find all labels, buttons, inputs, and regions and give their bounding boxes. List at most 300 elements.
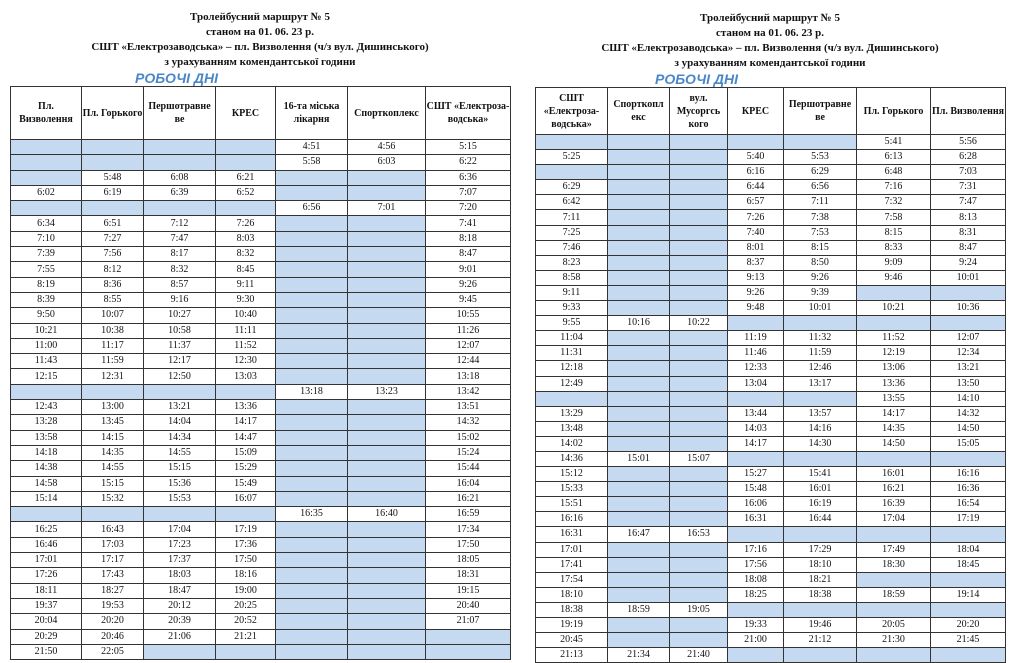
time-cell	[608, 346, 670, 361]
time-cell: 15:02	[426, 430, 511, 445]
time-cell: 6:57	[728, 195, 784, 210]
time-cell	[144, 644, 216, 659]
time-cell: 7:11	[784, 195, 857, 210]
time-cell: 11:04	[536, 331, 608, 346]
time-cell: 14:10	[931, 391, 1006, 406]
table-row	[536, 467, 1006, 482]
time-cell	[348, 553, 426, 568]
time-cell: 10:21	[857, 301, 931, 316]
table-row	[11, 430, 511, 445]
time-cell: 18:04	[931, 542, 1006, 557]
time-cell: 7:25	[536, 225, 608, 240]
time-cell: 9:30	[216, 292, 276, 307]
time-cell: 11:52	[216, 338, 276, 353]
time-cell: 19:05	[670, 602, 728, 617]
time-cell	[931, 527, 1006, 542]
time-cell: 20:52	[216, 614, 276, 629]
time-cell	[276, 598, 348, 613]
time-cell: 13:18	[276, 384, 348, 399]
time-cell	[608, 361, 670, 376]
time-cell	[144, 155, 216, 170]
time-cell	[11, 155, 82, 170]
time-cell: 15:29	[216, 461, 276, 476]
time-cell	[608, 497, 670, 512]
time-cell: 11:46	[728, 346, 784, 361]
time-cell	[670, 391, 728, 406]
time-cell: 17:43	[82, 568, 144, 583]
time-cell: 14:30	[784, 436, 857, 451]
column-header: СШТ «Електроза-водська»	[426, 87, 511, 140]
table-row	[536, 255, 1006, 270]
table-row	[536, 391, 1006, 406]
right-schedule	[535, 0, 1005, 663]
time-cell	[670, 633, 728, 648]
table-row	[11, 522, 511, 537]
time-cell: 18:08	[728, 572, 784, 587]
time-cell	[348, 216, 426, 231]
time-cell: 8:58	[536, 270, 608, 285]
time-cell: 15:09	[216, 445, 276, 460]
table-row	[536, 633, 1006, 648]
time-cell	[857, 648, 931, 663]
time-cell	[216, 644, 276, 659]
time-cell: 16:46	[11, 537, 82, 552]
time-cell	[276, 400, 348, 415]
time-cell	[608, 391, 670, 406]
time-cell	[276, 476, 348, 491]
table-row	[536, 482, 1006, 497]
time-cell	[608, 135, 670, 150]
time-cell: 8:32	[144, 262, 216, 277]
time-cell	[931, 285, 1006, 300]
time-cell: 15:36	[144, 476, 216, 491]
time-cell	[670, 618, 728, 633]
table-row	[11, 262, 511, 277]
table-row	[11, 247, 511, 262]
time-cell: 5:40	[728, 150, 784, 165]
time-cell: 13:42	[426, 384, 511, 399]
table-row	[536, 270, 1006, 285]
time-cell: 8:50	[784, 255, 857, 270]
timetable	[535, 87, 1006, 663]
time-cell	[784, 451, 857, 466]
time-cell: 13:03	[216, 369, 276, 384]
time-cell: 21:00	[728, 633, 784, 648]
time-cell	[276, 614, 348, 629]
time-cell: 4:51	[276, 140, 348, 155]
time-cell: 6:56	[784, 180, 857, 195]
time-cell: 21:30	[857, 633, 931, 648]
time-cell: 14:55	[144, 445, 216, 460]
time-cell	[728, 135, 784, 150]
time-cell: 16:16	[536, 512, 608, 527]
time-cell: 16:31	[728, 512, 784, 527]
time-cell: 18:47	[144, 583, 216, 598]
time-cell	[348, 247, 426, 262]
time-cell	[276, 185, 348, 200]
time-cell: 9:16	[144, 292, 216, 307]
time-cell: 15:15	[82, 476, 144, 491]
table-row	[536, 572, 1006, 587]
time-cell	[144, 507, 216, 522]
time-cell	[11, 507, 82, 522]
time-cell: 15:24	[426, 445, 511, 460]
time-cell	[670, 301, 728, 316]
time-cell: 16:36	[931, 482, 1006, 497]
time-cell	[276, 308, 348, 323]
time-cell: 17:26	[11, 568, 82, 583]
time-cell	[784, 391, 857, 406]
table-row	[536, 618, 1006, 633]
time-cell: 6:29	[784, 165, 857, 180]
time-cell: 8:31	[931, 225, 1006, 240]
column-header: Спорткопл екс	[608, 88, 670, 135]
time-cell: 7:07	[426, 185, 511, 200]
time-cell	[348, 568, 426, 583]
table-row	[11, 384, 511, 399]
time-cell	[276, 323, 348, 338]
time-cell	[536, 165, 608, 180]
time-cell	[276, 583, 348, 598]
time-cell: 20:05	[857, 618, 931, 633]
time-cell: 14:32	[931, 406, 1006, 421]
time-cell: 17:37	[144, 553, 216, 568]
time-cell: 21:45	[931, 633, 1006, 648]
time-cell: 12:43	[11, 400, 82, 415]
table-row	[536, 150, 1006, 165]
time-cell	[348, 354, 426, 369]
time-cell: 8:39	[11, 292, 82, 307]
time-cell	[348, 338, 426, 353]
time-cell: 7:11	[536, 210, 608, 225]
time-cell	[216, 201, 276, 216]
time-cell: 15:15	[144, 461, 216, 476]
time-cell: 18:59	[857, 587, 931, 602]
time-cell: 19:00	[216, 583, 276, 598]
table-row	[11, 629, 511, 644]
time-cell: 6:19	[82, 185, 144, 200]
time-cell: 17:34	[426, 522, 511, 537]
time-cell: 7:12	[144, 216, 216, 231]
time-cell: 18:59	[608, 602, 670, 617]
time-cell	[276, 629, 348, 644]
time-cell: 15:48	[728, 482, 784, 497]
table-row	[11, 338, 511, 353]
time-cell: 9:26	[784, 270, 857, 285]
time-cell	[931, 572, 1006, 587]
time-cell: 16:59	[426, 507, 511, 522]
time-cell: 14:17	[216, 415, 276, 430]
column-header: СШТ «Електроза-водська»	[536, 88, 608, 135]
time-cell	[784, 602, 857, 617]
time-cell	[608, 572, 670, 587]
time-cell	[348, 292, 426, 307]
time-cell: 20:29	[11, 629, 82, 644]
table-row	[536, 436, 1006, 451]
time-cell	[348, 262, 426, 277]
time-cell	[348, 231, 426, 246]
time-cell	[608, 331, 670, 346]
time-cell: 16:01	[784, 482, 857, 497]
time-cell: 6:03	[348, 155, 426, 170]
time-cell	[608, 270, 670, 285]
time-cell: 7:27	[82, 231, 144, 246]
time-cell: 10:01	[784, 301, 857, 316]
time-cell: 19:37	[11, 598, 82, 613]
time-cell: 10:55	[426, 308, 511, 323]
time-cell	[82, 384, 144, 399]
time-cell	[216, 384, 276, 399]
time-cell: 12:50	[144, 369, 216, 384]
time-cell	[426, 629, 511, 644]
table-row	[11, 568, 511, 583]
time-cell	[276, 216, 348, 231]
time-cell	[276, 231, 348, 246]
time-cell: 15:32	[82, 491, 144, 506]
time-cell: 17:04	[857, 512, 931, 527]
time-cell: 7:39	[11, 247, 82, 262]
time-cell	[276, 170, 348, 185]
time-cell	[426, 644, 511, 659]
time-cell: 16:43	[82, 522, 144, 537]
time-cell: 17:29	[784, 542, 857, 557]
header-row	[11, 87, 511, 140]
table-row	[536, 195, 1006, 210]
time-cell	[348, 476, 426, 491]
table-row	[536, 180, 1006, 195]
time-cell: 18:38	[784, 587, 857, 602]
time-cell	[670, 331, 728, 346]
time-cell	[348, 170, 426, 185]
time-cell	[670, 542, 728, 557]
curfew-note: з урахуванням комендантської години	[164, 56, 356, 68]
time-cell: 8:23	[536, 255, 608, 270]
time-cell: 18:11	[11, 583, 82, 598]
time-cell	[728, 648, 784, 663]
time-cell	[728, 451, 784, 466]
time-cell: 5:53	[784, 150, 857, 165]
time-cell: 18:10	[784, 557, 857, 572]
table-row	[536, 512, 1006, 527]
time-cell: 7:41	[426, 216, 511, 231]
time-cell: 15:33	[536, 482, 608, 497]
time-cell: 17:03	[82, 537, 144, 552]
time-cell: 14:16	[784, 421, 857, 436]
time-cell	[276, 568, 348, 583]
time-cell	[348, 445, 426, 460]
time-cell: 17:17	[82, 553, 144, 568]
time-cell: 14:17	[728, 436, 784, 451]
time-cell: 16:44	[784, 512, 857, 527]
time-cell: 10:21	[11, 323, 82, 338]
time-cell: 7:46	[536, 240, 608, 255]
time-cell	[670, 482, 728, 497]
time-cell: 10:07	[82, 308, 144, 323]
time-cell: 9:24	[931, 255, 1006, 270]
time-cell	[608, 180, 670, 195]
time-cell: 9:26	[728, 285, 784, 300]
time-cell: 16:54	[931, 497, 1006, 512]
time-cell: 6:34	[11, 216, 82, 231]
schedule-header	[10, 0, 510, 70]
time-cell	[608, 587, 670, 602]
time-cell: 9:48	[728, 301, 784, 316]
time-cell: 13:21	[144, 400, 216, 415]
time-cell	[608, 633, 670, 648]
time-cell: 6:08	[144, 170, 216, 185]
time-cell	[276, 277, 348, 292]
time-cell: 5:41	[857, 135, 931, 150]
table-row	[536, 557, 1006, 572]
time-cell	[82, 140, 144, 155]
table-row	[11, 170, 511, 185]
time-cell: 6:56	[276, 201, 348, 216]
table-row	[11, 400, 511, 415]
time-cell: 12:33	[728, 361, 784, 376]
time-cell: 5:56	[931, 135, 1006, 150]
table-row	[11, 216, 511, 231]
time-cell	[608, 165, 670, 180]
table-row	[11, 231, 511, 246]
time-cell: 8:15	[784, 240, 857, 255]
time-cell: 13:44	[728, 406, 784, 421]
time-cell	[608, 240, 670, 255]
time-cell	[276, 338, 348, 353]
time-cell: 9:13	[728, 270, 784, 285]
time-cell: 10:36	[931, 301, 1006, 316]
time-cell: 6:29	[536, 180, 608, 195]
time-cell: 18:38	[536, 602, 608, 617]
table-row	[11, 537, 511, 552]
time-cell: 17:19	[216, 522, 276, 537]
time-cell: 17:16	[728, 542, 784, 557]
time-cell: 14:38	[11, 461, 82, 476]
column-header: Пл. Горького	[82, 87, 144, 140]
time-cell: 11:52	[857, 331, 931, 346]
time-cell	[144, 384, 216, 399]
time-cell	[348, 308, 426, 323]
time-cell: 13:06	[857, 361, 931, 376]
time-cell: 8:17	[144, 247, 216, 262]
time-cell: 7:10	[11, 231, 82, 246]
time-cell: 10:16	[608, 316, 670, 331]
time-cell: 7:26	[728, 210, 784, 225]
time-cell	[348, 369, 426, 384]
table-row	[536, 210, 1006, 225]
table-row	[536, 225, 1006, 240]
time-cell	[82, 155, 144, 170]
time-cell: 7:55	[11, 262, 82, 277]
time-cell: 7:38	[784, 210, 857, 225]
time-cell: 13:57	[784, 406, 857, 421]
time-cell: 8:18	[426, 231, 511, 246]
time-cell	[931, 648, 1006, 663]
time-cell	[857, 451, 931, 466]
time-cell: 6:52	[216, 185, 276, 200]
time-cell	[670, 497, 728, 512]
time-cell	[670, 150, 728, 165]
time-cell: 17:41	[536, 557, 608, 572]
time-cell	[11, 201, 82, 216]
time-cell: 14:50	[931, 421, 1006, 436]
time-cell: 12:19	[857, 346, 931, 361]
time-cell	[348, 522, 426, 537]
time-cell: 19:53	[82, 598, 144, 613]
time-cell	[857, 527, 931, 542]
time-cell: 9:55	[536, 316, 608, 331]
time-cell: 7:32	[857, 195, 931, 210]
time-cell: 13:36	[216, 400, 276, 415]
time-cell: 13:23	[348, 384, 426, 399]
time-cell	[784, 135, 857, 150]
time-cell: 14:17	[857, 406, 931, 421]
time-cell: 13:29	[536, 406, 608, 421]
time-cell: 10:22	[670, 316, 728, 331]
time-cell: 13:55	[857, 391, 931, 406]
time-cell: 10:38	[82, 323, 144, 338]
time-cell: 13:51	[426, 400, 511, 415]
time-cell	[670, 361, 728, 376]
time-cell: 10:58	[144, 323, 216, 338]
time-cell	[931, 451, 1006, 466]
column-header: 16-та міська лікарня	[276, 87, 348, 140]
time-cell: 13:17	[784, 376, 857, 391]
time-cell: 8:45	[216, 262, 276, 277]
time-cell: 20:45	[536, 633, 608, 648]
time-cell: 10:40	[216, 308, 276, 323]
column-header: Пл. Визволення	[931, 88, 1006, 135]
time-cell	[11, 170, 82, 185]
time-cell: 11:11	[216, 323, 276, 338]
table-row	[11, 476, 511, 491]
time-cell: 14:35	[82, 445, 144, 460]
time-cell: 21:34	[608, 648, 670, 663]
time-cell	[608, 512, 670, 527]
time-cell: 22:05	[82, 644, 144, 659]
time-cell	[608, 195, 670, 210]
time-cell	[728, 391, 784, 406]
time-cell: 14:58	[11, 476, 82, 491]
route-title: Тролейбусний маршрут № 5	[700, 12, 840, 24]
time-cell: 7:40	[728, 225, 784, 240]
effective-date: станом на 01. 06. 23 р.	[716, 27, 824, 39]
time-cell	[348, 583, 426, 598]
time-cell: 12:07	[931, 331, 1006, 346]
column-header: Першотравне ве	[144, 87, 216, 140]
time-cell: 13:28	[11, 415, 82, 430]
time-cell: 11:59	[82, 354, 144, 369]
time-cell: 7:47	[144, 231, 216, 246]
time-cell	[670, 512, 728, 527]
time-cell: 10:27	[144, 308, 216, 323]
time-cell	[784, 648, 857, 663]
time-cell	[144, 140, 216, 155]
time-cell	[144, 201, 216, 216]
table-row	[11, 354, 511, 369]
time-cell: 16:06	[728, 497, 784, 512]
time-cell: 21:07	[426, 614, 511, 629]
table-row	[11, 644, 511, 659]
time-cell	[348, 430, 426, 445]
time-cell: 16:21	[426, 491, 511, 506]
left-schedule	[10, 0, 510, 660]
time-cell: 11:17	[82, 338, 144, 353]
table-row	[11, 415, 511, 430]
time-cell	[276, 445, 348, 460]
time-cell	[608, 542, 670, 557]
time-cell: 13:04	[728, 376, 784, 391]
time-cell	[276, 354, 348, 369]
